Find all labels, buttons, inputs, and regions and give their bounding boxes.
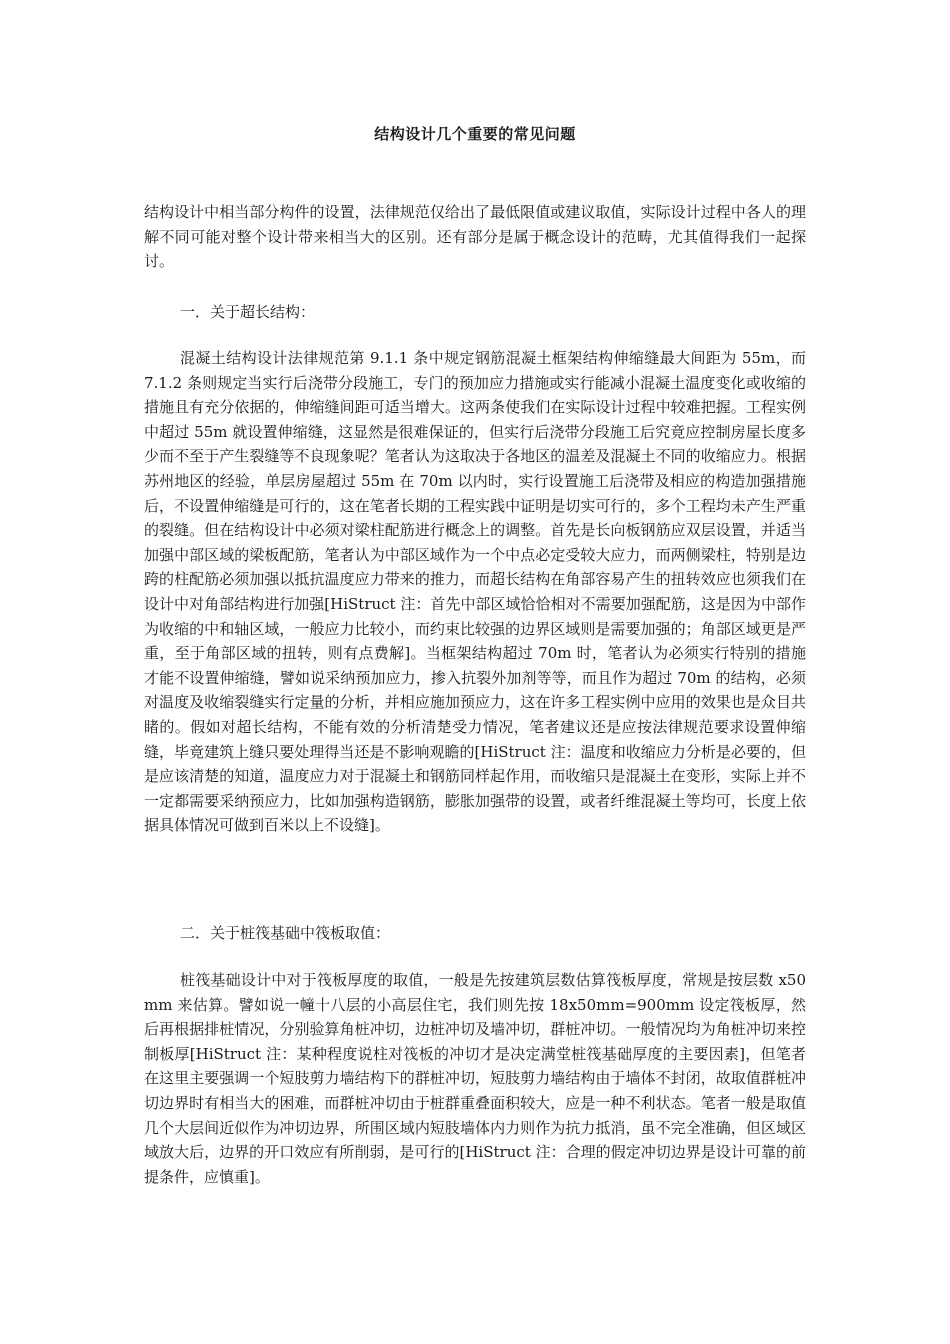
document-title: 结构设计几个重要的常见问题 [374,125,576,143]
section-1-heading: 一．关于超长结构： [180,303,316,321]
intro-section [144,200,806,274]
section-2-heading: 二．关于桩筏基础中筏板取值： [180,924,391,942]
section-2-body-block [144,968,806,1189]
section-1-heading-block [144,300,806,325]
intro-paragraph: 结构设计中相当部分构件的设置，法律规范仅给出了最低限值或建议取值，实际设计过程中各人的理解不同可能对整个设计带来相当大的区别。还有部分是属于概念设计的范畴，尤其值得我们一起探讨。 [144,203,806,271]
section-1-body-block [144,346,806,838]
section-2-heading-block [144,921,806,946]
section-1-paragraph: 混凝土结构设计法律规范第 9.1.1 条中规定钢筋混凝土框架结构伸缩缝最大间距为 55m，而 7.1.2 条则规定当实行后浇带分段施工，专门的预加应力措施或实行能减小混凝土温度变化或收缩的措施且有充分依据的，伸缩缝间距可适当增大。这两条使我们在实际设计过程中较难把握。工程实例中超过 55m 就设置伸缩缝，这显然是很难保证的，但实行后浇带分段施工后究竟应控制房屋长度多少而不至于产生裂缝等不良现象呢？笔者认为这取决于各地区的温差及混凝土不同的收缩应力。根据苏州地区的经验，单层房屋超过 55m 在 70m 以内时，实行设置施工后浇带及相应的构造加强措施后，不设置伸缩缝是可行的，这在笔者长期的工程实践中证明是切实可行的，多个工程均未产生严重的裂缝。但在结构设计中必须对梁柱配筋进行概念上的调整。首先是长向板钢筋应双层设置，并适当加强中部区域的梁板配筋，笔者认为中部区域作为一个中点必定受较大应力，而两侧梁柱，特别是边跨的柱配筋必须加强以抵抗温度应力带来的推力，而超长结构在角部容易产生的扭转效应也须我们在设计中对角部结构进行加强[HiStruct 注：首先中部区域恰恰相对不需要加强配筋，这是因为中部作为收缩的中和轴区域，一般应力比较小，而约束比较强的边界区域则是需要加强的；角部区域更是严重，至于角部区域的扭转，则有点费解]。当框架结构超过 70m 时，笔者认为必须实行特别的措施才能不设置伸缩缝，譬如说采纳预加应力，掺入抗裂外加剂等等，而且作为超过 70m 的结构，必须对温度及收缩裂缝实行定量的分析，并相应施加预应力，这在许多工程实例中应用的效果也是众目共睹的。假如对超长结构，不能有效的分析清楚受力情况，笔者建议还是应按法律规范要求设置伸缩缝，毕竟建筑上缝只要处理得当还是不影响观瞻的[HiStruct 注：温度和收缩应力分析是必要的，但是应该清楚的知道，温度应力对于混凝土和钢筋同样起作用，而收缩只是混凝土在变形，实际上并不一定都需要采纳预应力，比如加强构造钢筋，膨胀加强带的设置，或者纤维混凝土等均可，长度上依据具体情况可做到百米以上不设缝]。 [144,349,806,835]
section-2-paragraph: 桩筏基础设计中对于筏板厚度的取值，一般是先按建筑层数估算筏板厚度，常规是按层数 x50mm 来估算。譬如说一幢十八层的小高层住宅，我们则先按 18x50mm=900mm 设定筏板厚，然后再根据排桩情况，分别验算角桩冲切，边桩冲切及墙冲切，群桩冲切。一般情况均为角桩冲切来控制板厚[HiStruct 注：某种程度说柱对筏板的冲切才是决定满堂桩筏基础厚度的主要因素]，但笔者在这里主要强调一个短肢剪力墙结构下的群桩冲切，短肢剪力墙结构由于墙体不封闭，故取值群桩冲切边界时有相当大的困难，而群桩冲切由于桩群重叠面积较大，应是一种不利状态。笔者一般是取值几个大层间近似作为冲切边界，所围区域内短肢墙体内力则作为抗力抵消，虽不完全准确，但区域区域放大后，边界的开口效应有所削弱，是可行的[HiStruct 注：合理的假定冲切边界是设计可靠的前提条件，应慎重]。 [144,971,806,1186]
